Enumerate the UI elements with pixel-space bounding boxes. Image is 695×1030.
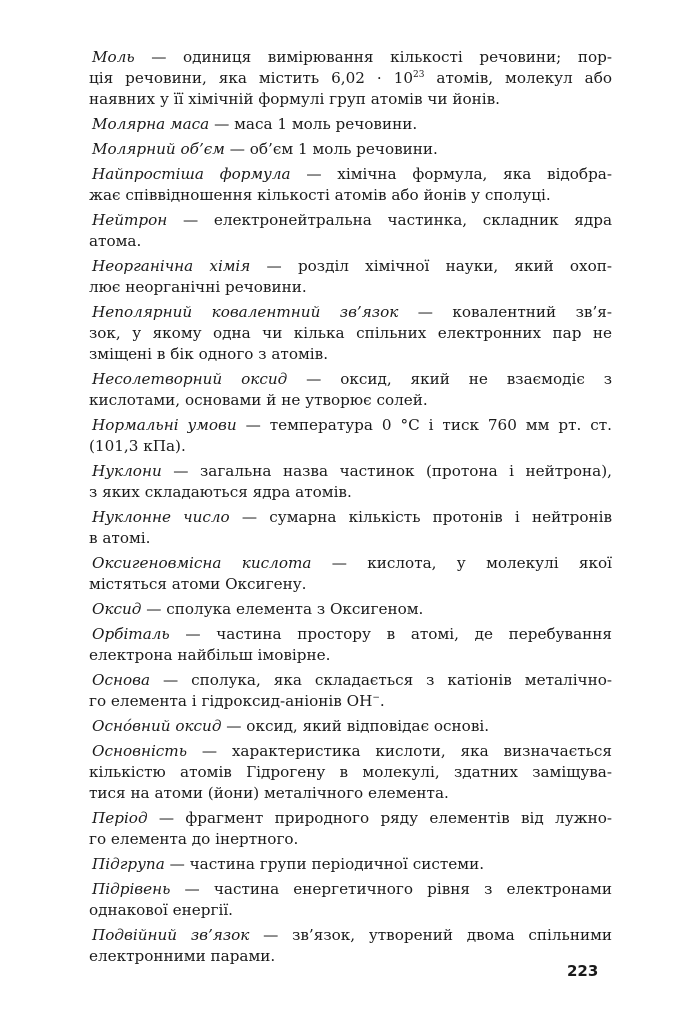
definition-text: — температура 0 °C і тиск 760 мм рт. ст.	[236, 416, 612, 434]
entry-line	[89, 829, 612, 850]
entry-line	[89, 344, 612, 365]
entry-line	[89, 741, 612, 762]
entry-line	[89, 277, 612, 298]
glossary-term: Найпростіша формула	[92, 165, 291, 183]
glossary-term: Підрівень	[92, 880, 171, 898]
definition-text: — кислота, у молекулі якої	[311, 554, 612, 572]
glossary-term: Орбіталь	[92, 625, 170, 643]
definition-text: .	[379, 692, 385, 710]
definition-text: електронними парами.	[89, 947, 276, 965]
entry-line	[89, 879, 612, 900]
definition-text: тися на атоми (йони) металічного елемента.	[89, 784, 449, 802]
glossary-term: Осно́вний оксид	[92, 717, 222, 735]
entry-line	[89, 528, 612, 549]
definition-text: — загальна назва частинок (протона і нейтрона),	[161, 462, 612, 480]
glossary-term: Нуклони	[92, 462, 162, 480]
entry-line	[89, 369, 612, 390]
glossary-entry	[89, 164, 612, 206]
definition-text: — електронейтральна частинка, складник ядра	[167, 211, 612, 229]
entry-line	[89, 114, 612, 135]
definition-text: — оксид, який відповідає основі.	[221, 717, 490, 735]
glossary-term: Основа	[92, 671, 150, 689]
definition-text: — частина простору в атомі, де перебування	[169, 625, 612, 643]
glossary-term: Оксигеновмісна кислота	[92, 554, 312, 572]
definition-text: — оксид, який не взаємодіє з	[287, 370, 612, 388]
glossary-term: Молярна маса	[92, 115, 210, 133]
definition-text: — характеристика кислоти, яка визначається	[186, 742, 612, 760]
glossary-entry	[89, 599, 612, 620]
glossary-entry	[89, 553, 612, 595]
entry-line	[89, 390, 612, 411]
glossary-entry	[89, 47, 612, 110]
entry-line	[89, 139, 612, 160]
definition-text: лює неорганічні речовини.	[89, 278, 307, 296]
glossary-term: Неполярний ковалентний зв’язок	[92, 303, 399, 321]
glossary-term: Основність	[92, 742, 187, 760]
definition-text: електрона найбільш імовірне.	[89, 646, 331, 664]
entry-line	[89, 256, 612, 277]
entry-line	[89, 164, 612, 185]
definition-text: — частина групи періодичної системи.	[164, 855, 485, 873]
glossary-term: Несолетворний оксид	[92, 370, 288, 388]
entry-line	[89, 762, 612, 783]
glossary-entry	[89, 461, 612, 503]
definition-text: (101,3 кПа).	[89, 437, 186, 455]
entry-line	[89, 599, 612, 620]
entry-line	[89, 553, 612, 574]
superscript: −	[372, 693, 380, 703]
glossary-term: Моль	[92, 48, 135, 66]
glossary-entry	[89, 925, 612, 967]
entry-line	[89, 946, 612, 967]
entry-line	[89, 47, 612, 68]
definition-text: ція речовини, яка містить 6,02 · 10	[89, 69, 414, 87]
entry-line	[89, 302, 612, 323]
definition-text: в атомі.	[89, 529, 151, 547]
superscript: 23	[413, 70, 425, 80]
entry-line	[89, 185, 612, 206]
glossary-entry	[89, 302, 612, 365]
definition-text: кислотами, основами й не утворює солей.	[89, 391, 428, 409]
entry-line	[89, 415, 612, 436]
glossary-term: Нормальні умови	[92, 416, 237, 434]
glossary-entry	[89, 369, 612, 411]
entry-line	[89, 323, 612, 344]
entry-line	[89, 808, 612, 829]
definition-text: го елемента і гідроксид-аніонів OH	[89, 692, 373, 710]
entry-line	[89, 507, 612, 528]
definition-text: зміщені в бік одного з атомів.	[89, 345, 329, 363]
definition-text: — одиниця вимірювання кількості речовини; пор-	[134, 48, 612, 66]
entry-line	[89, 436, 612, 457]
definition-text: — маса 1 моль речовини.	[209, 115, 418, 133]
glossary-entry	[89, 741, 612, 804]
glossary-term: Нейтрон	[92, 211, 168, 229]
definition-text: — фрагмент природного ряду елементів від лужно-	[147, 809, 612, 827]
glossary-term: Оксид	[92, 600, 142, 618]
entry-line	[89, 716, 612, 737]
glossary-term: Підгрупа	[92, 855, 165, 873]
glossary-entry	[89, 139, 612, 160]
definition-text: — розділ хімічної науки, який охоп-	[250, 257, 613, 275]
glossary-entry	[89, 808, 612, 850]
definition-text: — сполука елемента з Оксигеном.	[141, 600, 424, 618]
entry-line	[89, 691, 612, 712]
definition-text: — сумарна кількість протонів і нейтронів	[229, 508, 613, 526]
glossary-entry	[89, 210, 612, 252]
glossary-page	[89, 47, 612, 971]
definition-text: з яких складаються ядра атомів.	[89, 483, 352, 501]
definition-text: містяться атоми Оксигену.	[89, 575, 307, 593]
definition-text: зок, у якому одна чи кілька спільних електронних пар не	[89, 324, 612, 342]
entry-line	[89, 231, 612, 252]
entry-line	[89, 624, 612, 645]
definition-text: кількістю атомів Гідрогену в молекулі, здатних заміщува-	[89, 763, 612, 781]
glossary-entry	[89, 415, 612, 457]
entry-line	[89, 89, 612, 110]
glossary-term: Неорганічна хімія	[92, 257, 251, 275]
entry-line	[89, 210, 612, 231]
entry-line	[89, 645, 612, 666]
definition-text: — хімічна формула, яка відобра-	[290, 165, 612, 183]
glossary-term: Молярний об’єм	[92, 140, 225, 158]
glossary-entry	[89, 716, 612, 737]
entry-line	[89, 68, 612, 89]
glossary-term: Подвійний зв’язок	[92, 926, 250, 944]
definition-text: наявних у її хімічній формулі груп атомів чи йонів.	[89, 90, 500, 108]
glossary-entry	[89, 854, 612, 875]
definition-text: — сполука, яка складається з катіонів металічно-	[150, 671, 612, 689]
definition-text: го елемента до інертного.	[89, 830, 299, 848]
entry-line	[89, 461, 612, 482]
definition-text: жає співвідношення кількості атомів або йонів у сполуці.	[89, 186, 551, 204]
definition-text: однакової енергії.	[89, 901, 234, 919]
definition-text: — об’єм 1 моль речовини.	[224, 140, 438, 158]
glossary-entry	[89, 114, 612, 135]
entry-line	[89, 900, 612, 921]
glossary-entry	[89, 624, 612, 666]
entry-line	[89, 783, 612, 804]
glossary-entry	[89, 256, 612, 298]
page-number: 223	[567, 962, 599, 980]
entry-line	[89, 574, 612, 595]
definition-text: атомів, молекул або	[424, 69, 612, 87]
glossary-term: Нуклонне число	[92, 508, 230, 526]
definition-text: атома.	[89, 232, 142, 250]
definition-text: — ковалентний зв’я-	[398, 303, 612, 321]
entry-line	[89, 925, 612, 946]
definition-text: — зв’язок, утворений двома спільними	[249, 926, 613, 944]
definition-text: — частина енергетичного рівня з електронами	[170, 880, 612, 898]
glossary-entry	[89, 670, 612, 712]
entry-line	[89, 854, 612, 875]
entry-line	[89, 670, 612, 691]
glossary-entry	[89, 879, 612, 921]
glossary-entry	[89, 507, 612, 549]
entry-line	[89, 482, 612, 503]
glossary-term: Період	[92, 809, 148, 827]
